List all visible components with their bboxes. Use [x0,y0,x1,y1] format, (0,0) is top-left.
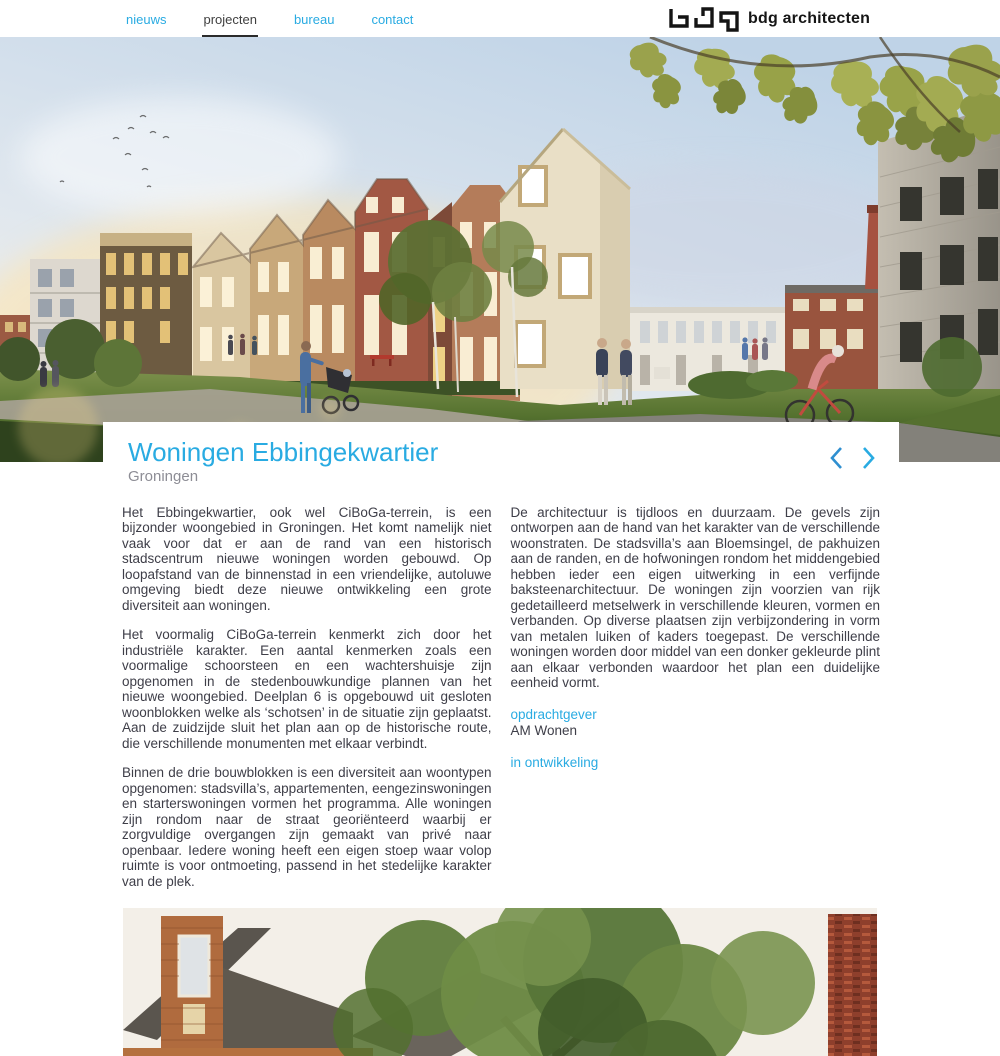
title-block [128,438,438,485]
paragraph: Het Ebbingekwartier, ook wel CiBoGa-terrein, is een bijzonder woongebied in Groningen. Het komt namelijk niet vaak voor dat er aan de rand van een historisch stadscentrum nieuwe woningen worden gebouwd. Op loopafstand van de binnenstad in een vriendelijke, autoluwe omgeving biedt deze nieuwe ontwikkeling een grote diversiteit aan woningen. [122,504,492,613]
paragraph: Het voormalig CiBoGa-terrein kenmerkt zich door het industriële karakter. Een aantal kenmerken zoals een voormalige schoorsteen en een wachtershuisje zijn opgenomen in de stedenbouwkundige plannen van het nieuwe woongebied. Deelplan 6 is opgebouwd uit gesloten woonblokken welke als ‘schotsen’ in de situatie zijn geplaatst. Aan de zuidzijde sluit het plan aan op de historische route, die verschillende monumenten met elkaar verbindt. [122,627,492,751]
chevron-left-icon [828,445,846,471]
nav-item-contact[interactable]: contact [371,12,414,27]
paragraph: De architectuur is tijdloos en duurzaam. De gevels zijn ontworpen aan de hand van het karakter van de verschillende woonstraten. De stadsvilla’s aan Bloemsingel, de pakhuizen aan de randen, en de hofwoningen rondom het middengebied hebben ieder een eigen uitwerking in een verfijnde baksteenarchitectuur. De woningen zijn voorzien van rijk gedetailleerd metselwerk in verschillende kleuren, vormen en verbanden. Op diverse plaatsen zijn verbijzondering in vorm van metalen luiken of kaders toegepast. De verschillende woningen worden door middel van een donker gekleurde plint aan elkaar verbonden waardoor het plan een duidelijke eenheid vormt. [510,504,880,691]
paragraph: Binnen de drie bouwblokken is een diversiteit aan woontypen opgenomen: stadsvilla’s, appartementen, eengezinswoningen en starterswoningen vormen het programma. Alle woningen zijn rondom naar de straat georiënteerd waarbij er zorgvuldige overgangen zijn gemaakt van privé naar openbaar. Iedere woning heeft een eigen stoep waar volop ruimte is voor ontmoeting, passend in het stedelijke karakter van de plek. [122,765,492,889]
left-column [122,505,492,904]
status-badge: in ontwikkeling [510,754,599,770]
main-nav [125,0,414,37]
card-header [103,422,899,485]
project-location: Groningen [128,467,199,485]
hero-image [0,37,1000,462]
page-title: Woningen Ebbingekwartier [128,437,439,467]
right-brick-wall [818,908,877,1056]
chevron-right-icon [859,445,877,471]
planter [654,367,670,379]
secondary-image [123,908,877,1056]
figures-mid [228,334,257,355]
project-pager [828,445,877,471]
group-right [742,337,768,360]
courtyard-rendering [123,908,877,1056]
nav-item-bureau[interactable]: bureau [293,12,335,27]
right-column [511,505,881,904]
next-project-button[interactable] [859,445,877,471]
brand-logo[interactable] [668,5,870,32]
top-bar [0,0,1000,37]
nav-item-nieuws[interactable]: nieuws [126,12,167,27]
client-label: opdrachtgever [510,706,597,722]
project-card [103,422,899,1056]
project-meta [511,707,881,771]
prev-project-button[interactable] [828,445,846,471]
body-columns [103,485,899,904]
client-value: AM Wonen [510,722,578,738]
bdg-logo-icon [668,5,740,32]
nav-item-projecten[interactable]: projecten [202,0,257,37]
brand-name: bdg architecten [748,9,871,27]
hero-rendering [0,37,1000,462]
